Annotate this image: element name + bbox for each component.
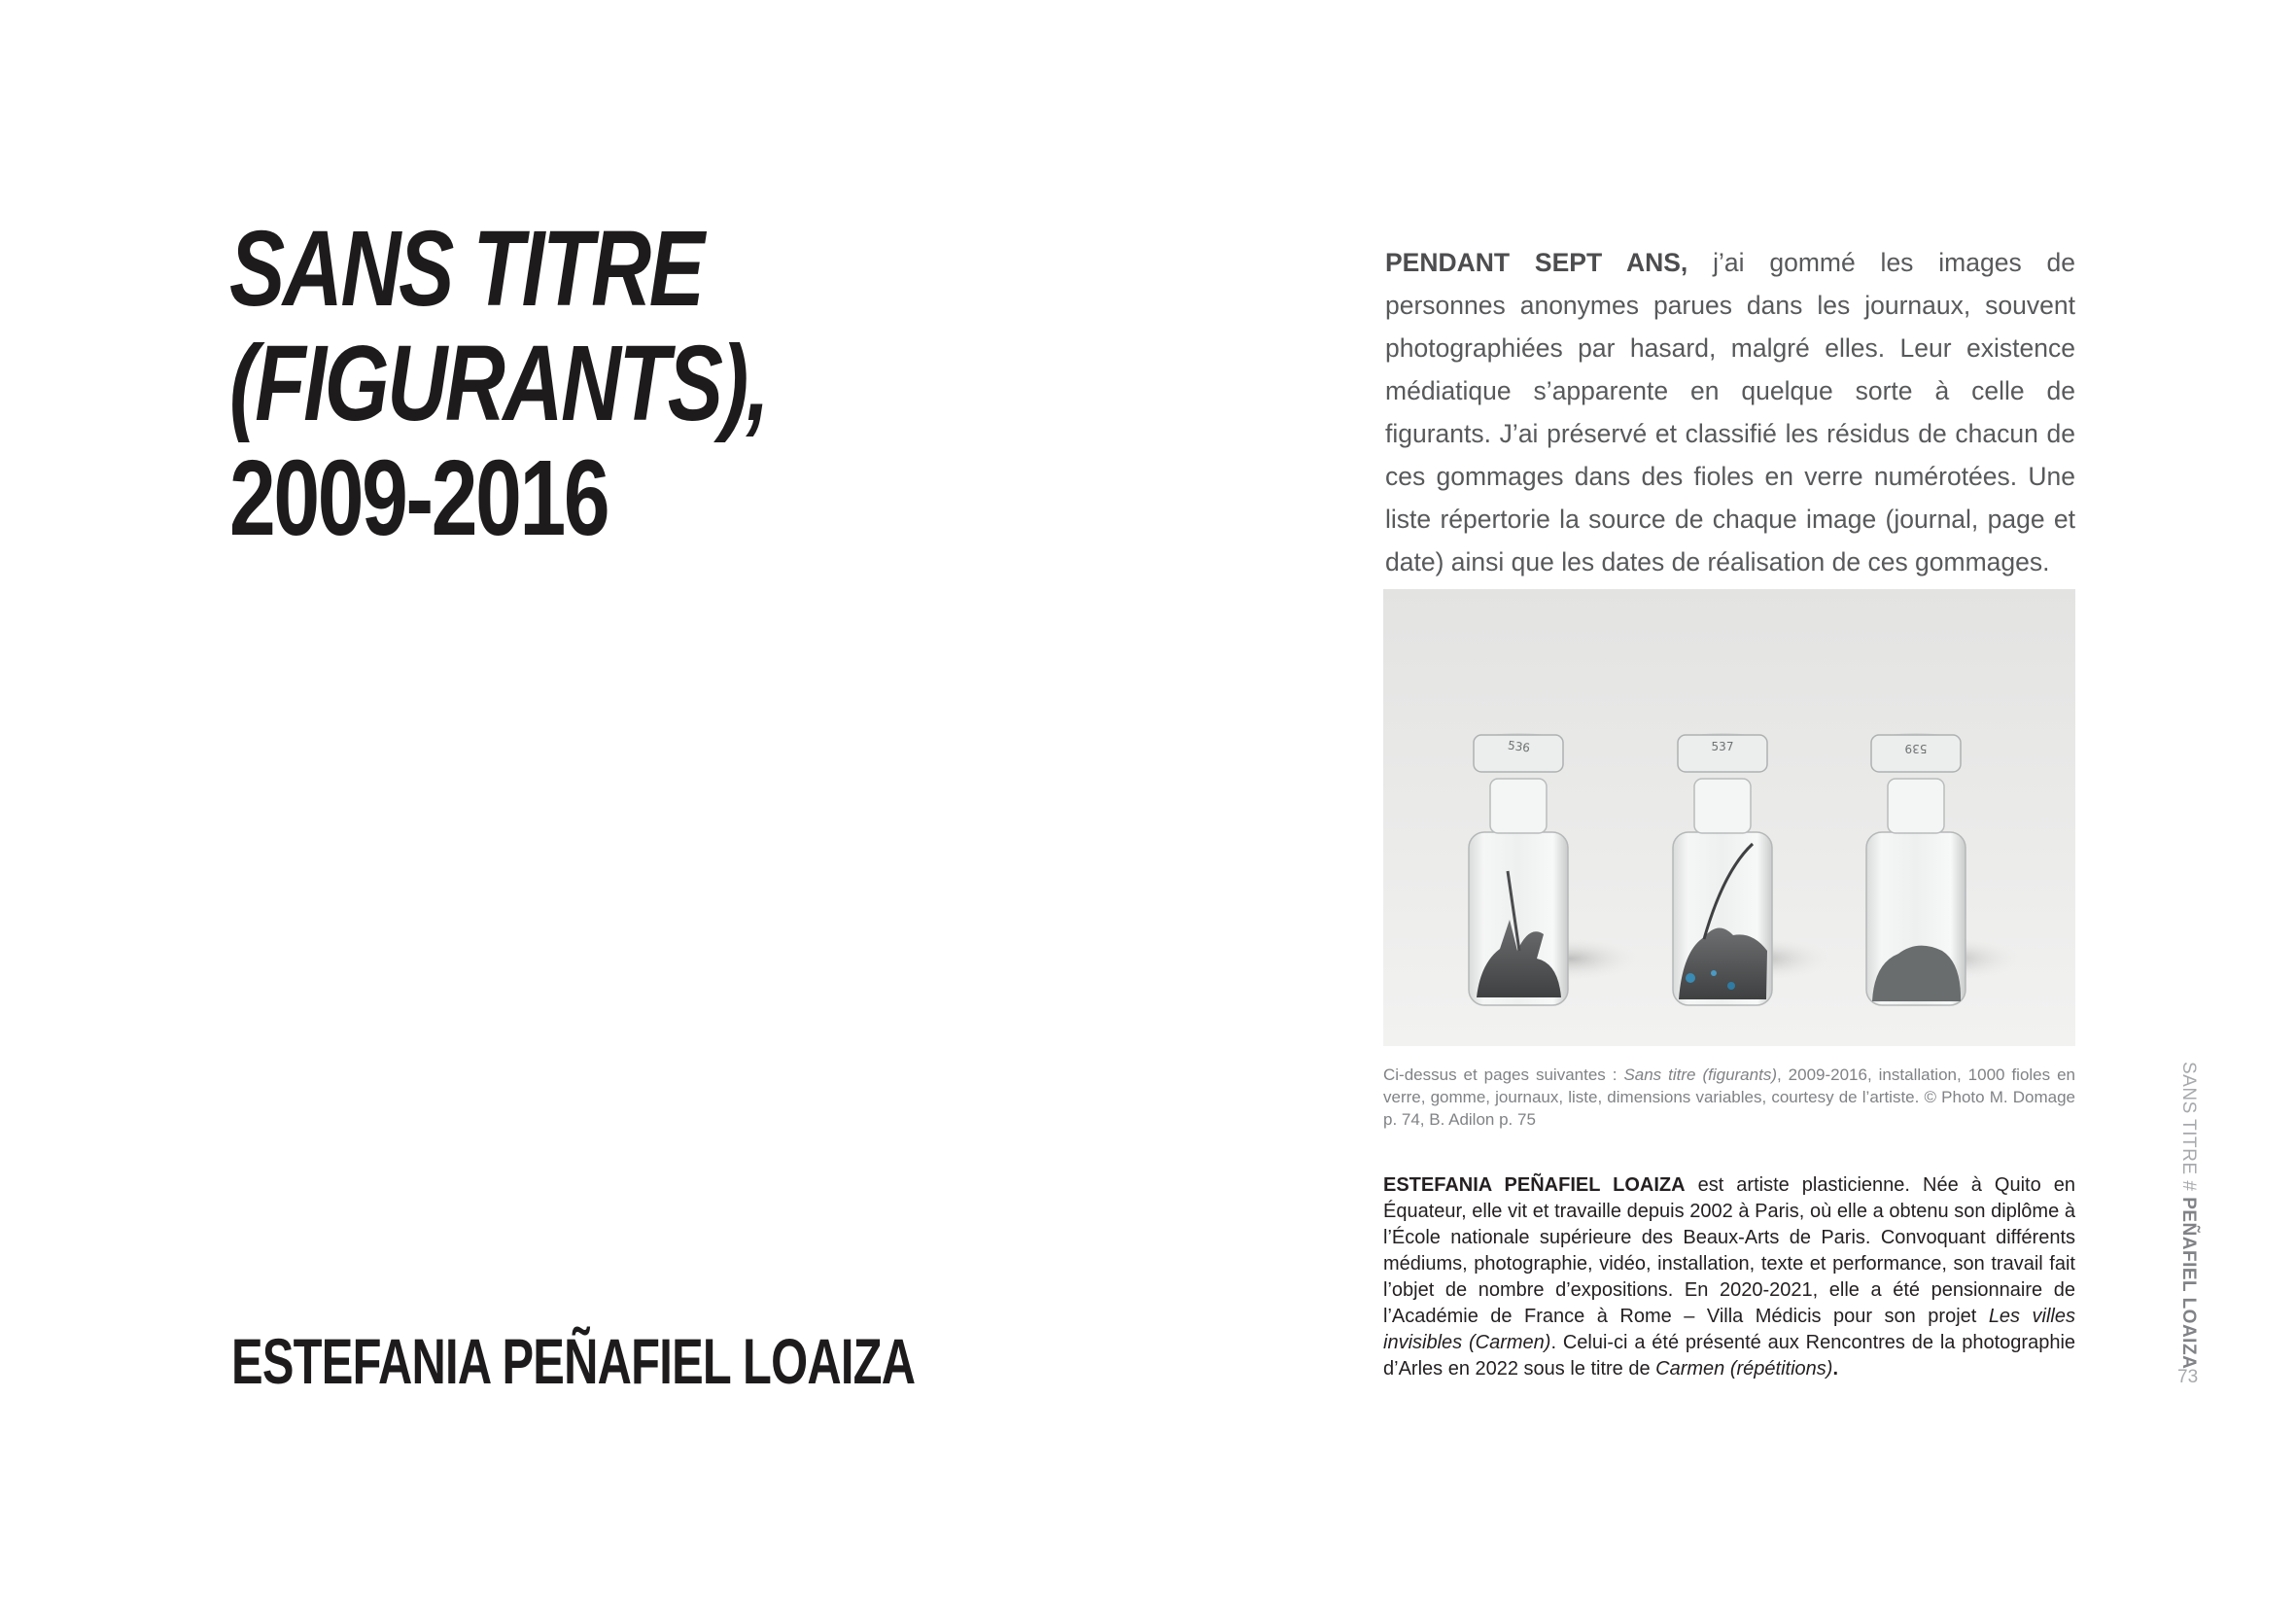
vial-label-536: 536 bbox=[1507, 738, 1531, 755]
artist-bio bbox=[1383, 1172, 2075, 1382]
author-name: ESTEFANIA PEÑAFIEL LOAIZA bbox=[231, 1325, 916, 1397]
vial-label-537: 537 bbox=[1711, 740, 1734, 753]
bio-name: ESTEFANIA PEÑAFIEL LOAIZA bbox=[1383, 1174, 1686, 1196]
page-number: 73 bbox=[2177, 1367, 2199, 1387]
running-head-light: SANS TITRE # bbox=[2178, 1062, 2199, 1198]
caption-title: Sans titre (figurants) bbox=[1623, 1066, 1777, 1084]
title-line-1: SANS TITRE bbox=[229, 209, 703, 329]
bio-project: Les villes invisibles (Carmen) bbox=[1383, 1306, 2075, 1353]
vial-536 bbox=[1469, 733, 1568, 1005]
artwork-title bbox=[229, 209, 806, 558]
artwork-photo bbox=[1383, 589, 2075, 1046]
vial-537 bbox=[1673, 733, 1772, 1005]
intro-text: j’ai gommé les images de personnes anonymes parues dans les journaux, souvent photographiées par hasard, malgré elles. Leur existence médiatique s’apparente en quelque sorte à celle de figurants. J’ai préservé et classifié les résidus de chacun de ces gommages dans des fioles en verre numérotées. Une liste répertorie la source de chaque image (journal, page et date) ainsi que les dates de réalisation de ces gommages. bbox=[1385, 248, 2075, 576]
vial-label-539: 539 bbox=[1904, 742, 1928, 755]
intro-paragraph bbox=[1385, 241, 2075, 583]
bio-text-1: est artiste plasticienne. Née à Quito en Équateur, elle vit et travaille depuis 2002 à Paris, où elle a obtenu son diplôme à l’École nationale supérieure des Beaux-Arts de Paris. Convoquant différents médiums, photographie, vidéo, installation, texte et performance, son travail fait l’objet de nombre d’expositions. En 2020-2021, elle a été pensionnaire de l’Académie de France à Rome – Villa Médicis pour son projet bbox=[1383, 1174, 2075, 1327]
running-head bbox=[2177, 1062, 2199, 1369]
photo-caption bbox=[1383, 1064, 2075, 1131]
bio-end: . bbox=[1832, 1358, 1839, 1380]
intro-lead: PENDANT SEPT ANS, bbox=[1385, 248, 1688, 277]
title-years: 2009-2016 bbox=[229, 438, 609, 558]
running-head-bold: PEÑAFIEL LOAIZA bbox=[2178, 1197, 2199, 1370]
caption-prefix: Ci-dessus et pages suivantes : bbox=[1383, 1066, 1624, 1084]
title-line-2: (FIGURANTS), bbox=[229, 324, 768, 443]
bio-text-2: . Celui-ci a été présenté aux Rencontres de la photographie d’Arles en 2022 sous le titre de bbox=[1383, 1332, 2076, 1380]
caption-rest: , 2009-2016, installation, 1000 fioles en verre, gomme, journaux, liste, dimensions variables, courtesy de l’artiste. © Photo M. Domage p. 74, B. Adilon p. 75 bbox=[1383, 1066, 2076, 1129]
bio-title-2: Carmen (répétitions) bbox=[1655, 1358, 1833, 1380]
vial-539 bbox=[1866, 733, 1966, 1005]
